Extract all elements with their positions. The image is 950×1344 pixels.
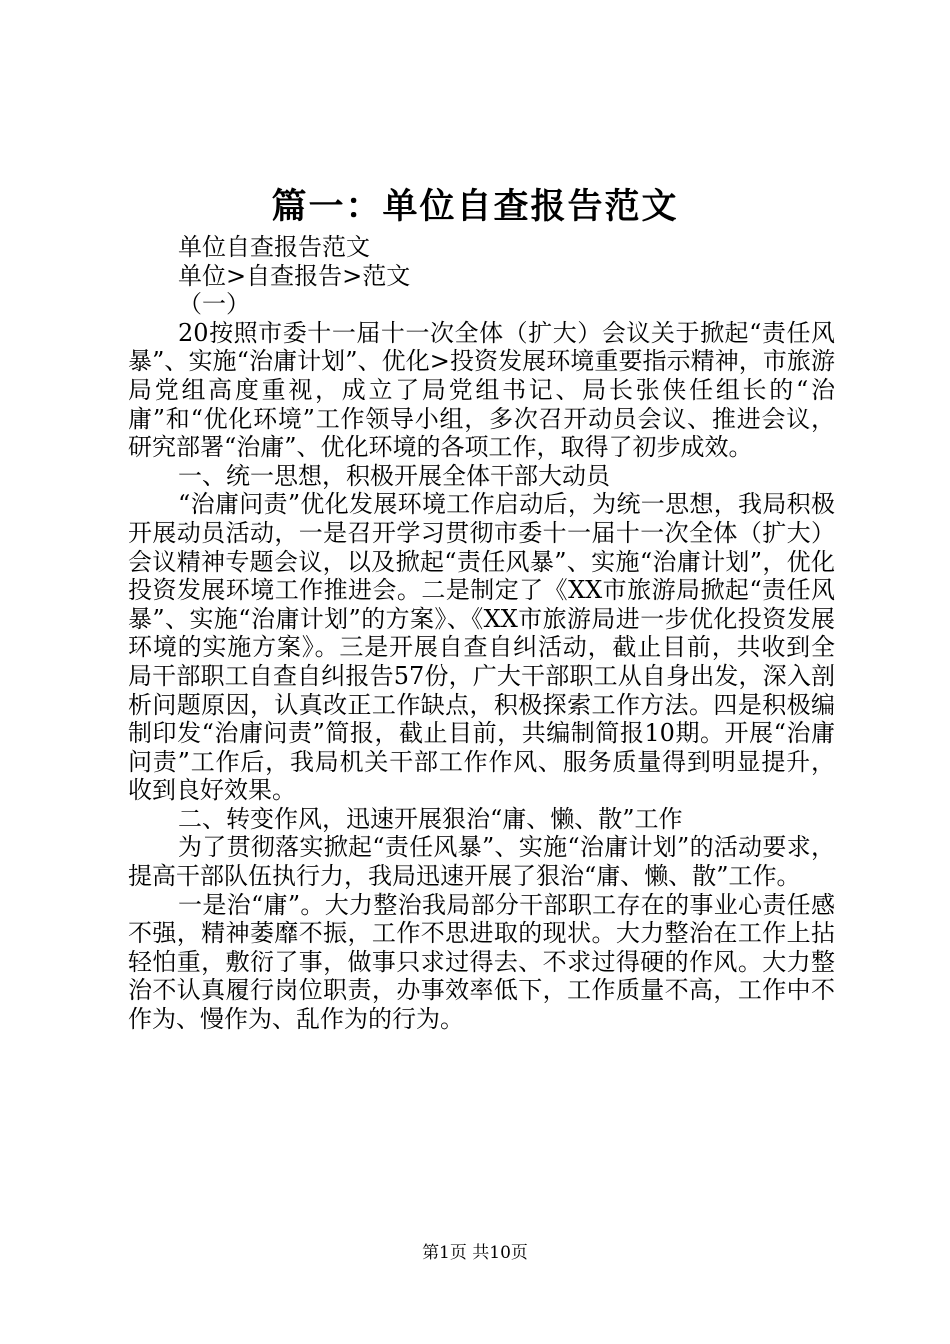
body-paragraph: 20按照市委十一届十一次全体（扩大）会议关于掀起“责任风暴”、实施“治庸计划”、优化>投资发展环境重要指示精神，市旅游局党组高度重视，成立了局党组书记、局长张侠任组长的“治庸”和“优化环境”工作领导小组，多次召开动员会议、推进会议，研究部署“治庸”、优化环境的各项工作，取得了初步成效。 (128, 318, 835, 462)
section-heading: 二、转变作风，迅速开展狠治“庸、懒、散”工作 (178, 804, 683, 833)
body-paragraph: 一是治“庸”。大力整治我局部分干部职工存在的事业心责任感不强，精神萎靡不振，工作不思进取的现状。大力整治在工作上拈轻怕重，敷衍了事，做事只求过得去、不求过得硬的作风。大力整治不认真履行岗位职责，办事效率低下，工作质量不高，工作中不作为、慢作为、乱作为的行为。 (128, 890, 835, 1034)
body-paragraph: （一） (178, 290, 250, 319)
document-title: 篇一：单位自查报告范文 (271, 186, 679, 227)
body-paragraph: “治庸问责”优化发展环境工作启动后，为统一思想，我局积极开展动员活动，一是召开学习贯彻市委十一届十一次全体（扩大）会议精神专题会议，以及掀起“责任风暴”、实施“治庸计划”，优化投资发展环境工作推进会。二是制定了《XX市旅游局掀起“责任风暴”、实施“治庸计划”的方案》、《XX市旅游局进一步优化投资发展环境的实施方案》。三是开展自查自纠活动，截止目前，共收到全局干部职工自查自纠报告57份，广大干部职工从自身出发，深入剖析问题原因，认真改正工作缺点，积极探索工作方法。四是积极编制印发“治庸问责”简报，截止目前，共编制简报10期。开展“治庸问责”工作后，我局机关干部工作作风、服务质量得到明显提升，收到良好效果。 (128, 490, 835, 805)
page-number-footer: 第1页 共10页 (422, 1243, 528, 1263)
body-paragraph: 单位自查报告范文 (178, 233, 370, 261)
body-paragraph: 单位>自查报告>范文 (178, 261, 411, 290)
body-paragraph: 为了贯彻落实掀起“责任风暴”、实施“治庸计划”的活动要求，提高干部队伍执行力，我局迅速开展了狠治“庸、懒、散”工作。 (128, 833, 835, 891)
document-body (128, 208, 835, 1034)
section-heading: 一、统一思想，积极开展全体干部大动员 (178, 461, 610, 490)
